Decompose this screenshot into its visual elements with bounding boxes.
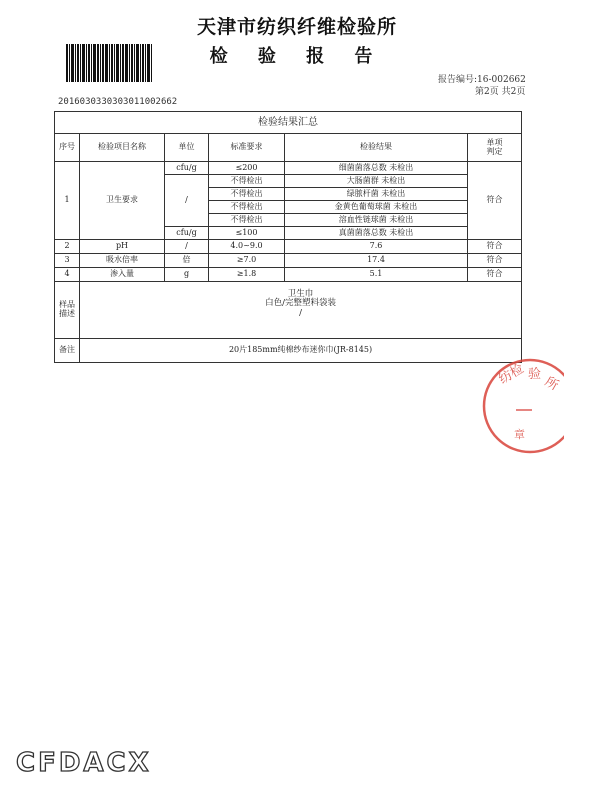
unit-cell: 倍 <box>165 254 209 268</box>
header-row <box>55 134 522 162</box>
standard-cell: 不得检出 <box>209 188 285 201</box>
svg-text:验: 验 <box>528 367 542 382</box>
unit-cell: g <box>165 268 209 282</box>
unit-cell: / <box>165 175 209 227</box>
standard-cell: 不得检出 <box>209 201 285 214</box>
unit-cell: / <box>165 240 209 254</box>
sample-line: 卫生巾 <box>287 289 314 299</box>
table-caption: 检验结果汇总 <box>55 112 522 134</box>
standard-cell: ≤100 <box>209 227 285 240</box>
row-number: 3 <box>55 254 80 268</box>
barcode <box>66 44 152 82</box>
table-row <box>55 268 522 282</box>
remark-label: 备注 <box>55 339 80 363</box>
document-code: 2016030330303011002662 <box>58 97 178 107</box>
header-cell: 检验结果 <box>285 134 468 162</box>
page-info: 第2页 共2页 <box>475 87 526 97</box>
standard-cell: 不得检出 <box>209 175 285 188</box>
report-number: 报告编号:16-002662 <box>438 75 526 85</box>
result-cell: 17.4 <box>285 254 468 268</box>
header-cell: 单位 <box>165 134 209 162</box>
sample-row <box>55 282 522 339</box>
remark-row <box>55 339 522 363</box>
svg-text:章: 章 <box>514 428 525 441</box>
result-cell: 金黄色葡萄球菌 未检出 <box>285 201 468 214</box>
standard-cell: ≤200 <box>209 162 285 175</box>
sample-line: / <box>299 307 302 318</box>
table-row <box>55 240 522 254</box>
standard-cell: ≥1.8 <box>209 268 285 282</box>
verdict-cell: 符合 <box>468 254 522 268</box>
item-name: 卫生要求 <box>80 162 165 240</box>
watermark: CFDACX <box>16 748 152 778</box>
item-name: pH <box>80 240 165 254</box>
result-cell: 真菌菌落总数 未检出 <box>285 227 468 240</box>
row-number: 1 <box>55 162 80 240</box>
sample-label: 样品 描述 <box>55 282 80 339</box>
verdict-cell: 符合 <box>468 268 522 282</box>
result-cell: 5.1 <box>285 268 468 282</box>
sample-description <box>80 282 522 339</box>
row-number: 4 <box>55 268 80 282</box>
result-cell: 细菌菌落总数 未检出 <box>285 162 468 175</box>
table-row <box>55 162 522 175</box>
standard-cell: 不得检出 <box>209 214 285 227</box>
result-cell: 7.6 <box>285 240 468 254</box>
result-cell: 溶血性链球菌 未检出 <box>285 214 468 227</box>
table-row <box>55 254 522 268</box>
svg-text:所: 所 <box>542 374 561 394</box>
unit-cell: cfu/g <box>165 227 209 240</box>
row-number: 2 <box>55 240 80 254</box>
verdict-cell: 符合 <box>468 162 522 240</box>
result-cell: 大肠菌群 未检出 <box>285 175 468 188</box>
organization-name: 天津市纺织纤维检验所 <box>196 16 397 38</box>
standard-cell: ≥7.0 <box>209 254 285 268</box>
sample-line: 白色/完整塑料袋装 <box>265 298 336 309</box>
svg-text:纺检: 纺检 <box>496 361 527 388</box>
header-cell: 序号 <box>55 134 80 162</box>
header-cell: 标准要求 <box>209 134 285 162</box>
item-name: 吸水倍率 <box>80 254 165 268</box>
standard-cell: 4.0~9.0 <box>209 240 285 254</box>
verdict-cell: 符合 <box>468 240 522 254</box>
report-title: 检 验 报 告 <box>209 46 385 67</box>
unit-cell: cfu/g <box>165 162 209 175</box>
item-name: 渗入量 <box>80 268 165 282</box>
results-table <box>54 111 522 363</box>
remark-value: 20片185mm纯棉纱布迷你巾(JR-8145) <box>80 339 522 363</box>
header-cell: 单项 判定 <box>468 134 522 162</box>
header-cell: 检验项目名称 <box>80 134 165 162</box>
official-seal <box>472 348 564 454</box>
result-cell: 绿脓杆菌 未检出 <box>285 188 468 201</box>
